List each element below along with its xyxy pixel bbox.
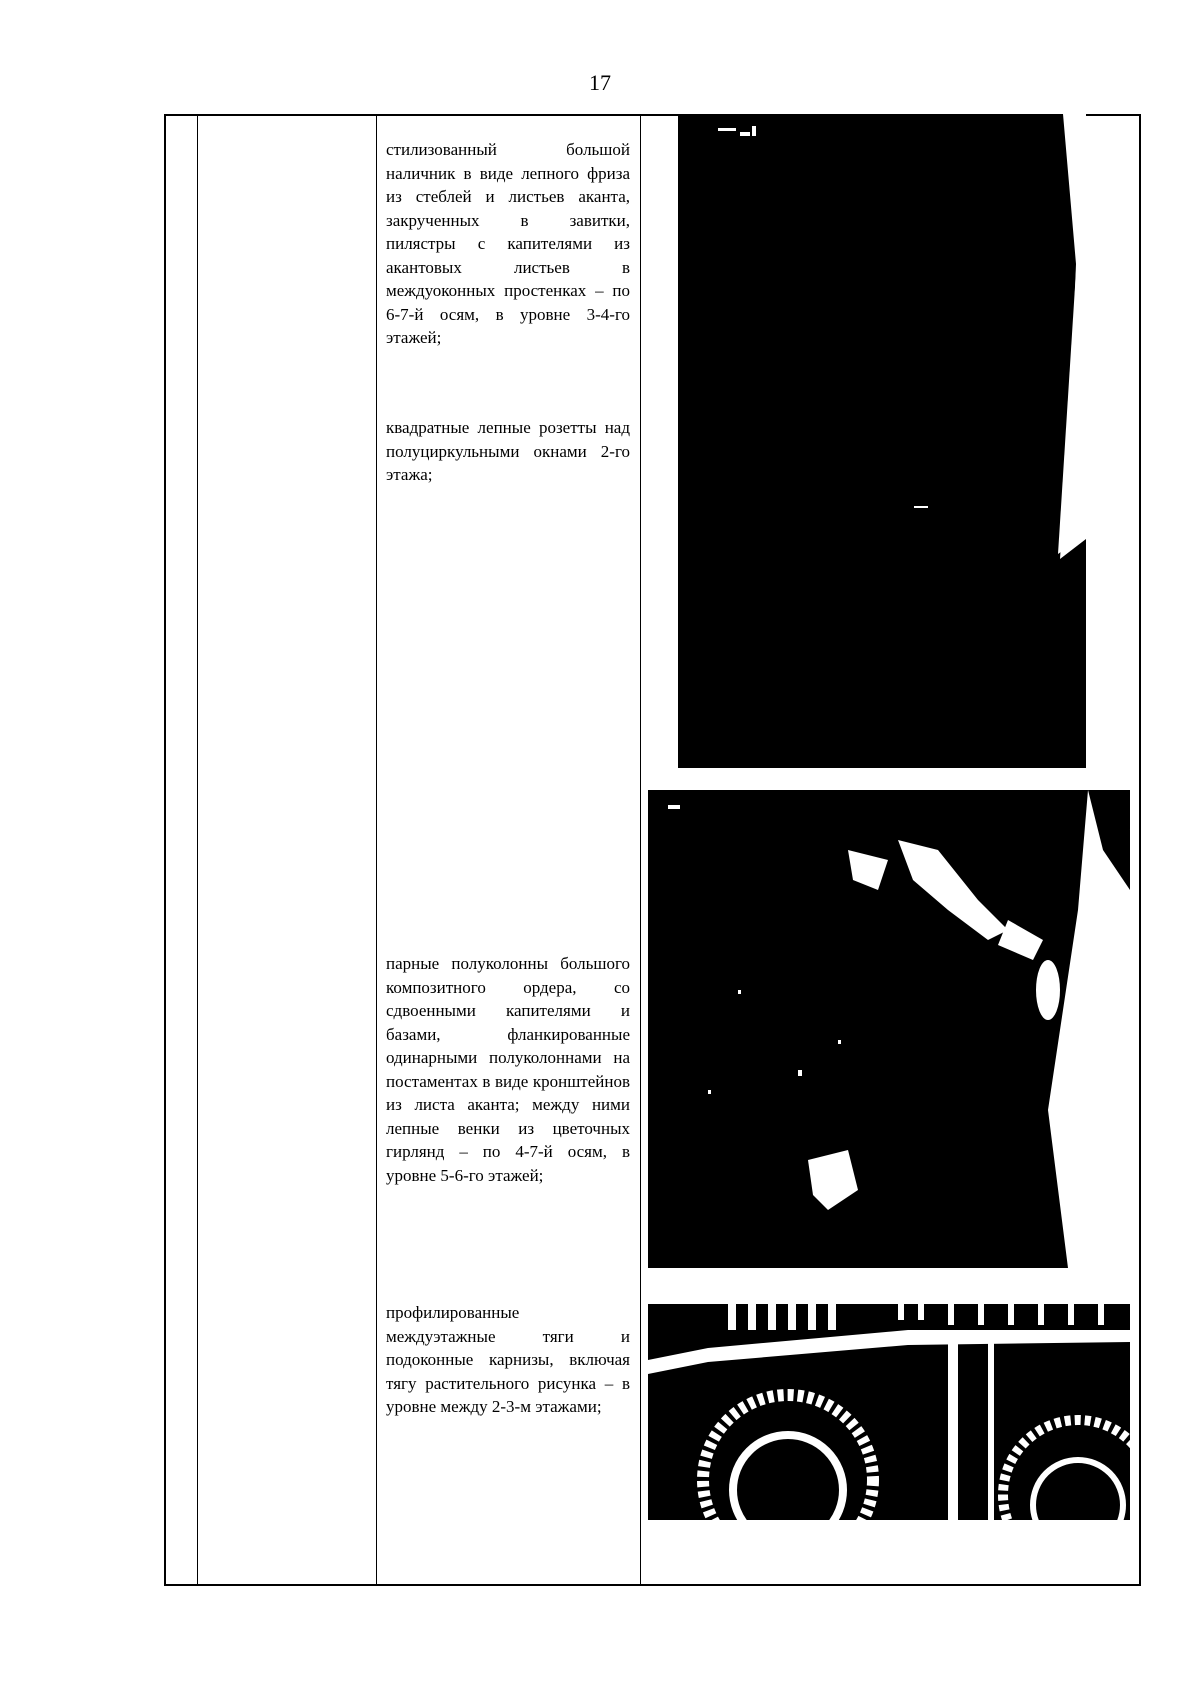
column-divider-1	[197, 116, 198, 1584]
description-cell-4: профилированные междуэтажные тяги и подоконные карнизы, включая тягу растительного рисунка – в уровне между 2-3-м этажами;	[386, 1303, 630, 1416]
facade-photo-1-image	[678, 114, 1086, 768]
column-divider-3	[640, 116, 641, 1584]
facade-photo-1	[678, 114, 1086, 768]
page-number: 17	[589, 70, 611, 95]
description-cell-1: стилизованный большой наличник в виде лепного фриза из стеблей и листьев аканта, закрученных в завитки, пилястры с капителями из акантовых листьев в междуоконных простенках – по 6-7-й осям, в уровне 3-4-го этажей;	[386, 140, 630, 347]
facade-photo-3-image	[648, 1290, 1130, 1520]
column-divider-2	[376, 116, 377, 1584]
facade-photo-3	[648, 1290, 1130, 1520]
description-cell-3: парные полуколонны большого композитного ордера, со сдвоенными капителями и базами, фланкированные одинарными полуколоннами на постаментах в виде кронштейнов из листа аканта; между ними лепные венки из цветочных гирлянд – по 4-7-й осям, в уровне 5-6-го этажей;	[386, 954, 630, 1185]
facade-photo-2-image	[648, 790, 1130, 1268]
facade-photo-2	[648, 790, 1130, 1268]
description-cell-2: квадратные лепные розетты над полуциркульными окнами 2-го этажа;	[386, 418, 630, 484]
